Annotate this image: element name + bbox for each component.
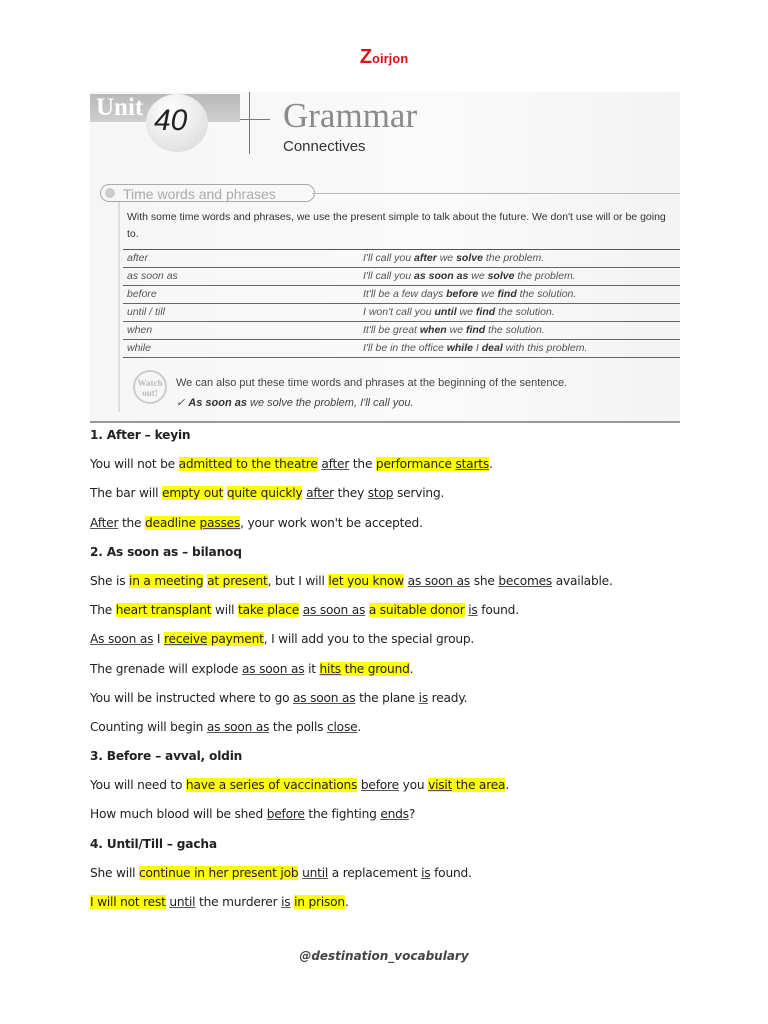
text: will bbox=[211, 603, 239, 618]
highlighted-underlined-word: hits bbox=[319, 661, 341, 676]
sentence bbox=[90, 717, 710, 746]
text: they bbox=[334, 486, 368, 501]
example-sentence bbox=[363, 250, 544, 267]
watch-out-text: We can also put these time words and phrases at the beginning of the sentence. bbox=[176, 377, 568, 389]
underlined-word: After bbox=[90, 515, 119, 530]
example-keyword: after bbox=[414, 252, 437, 264]
highlighted-phrase: heart transplant bbox=[115, 603, 212, 618]
highlighted-phrase: payment bbox=[207, 632, 264, 647]
text: . bbox=[409, 661, 414, 676]
example-text: the problem. bbox=[514, 270, 576, 282]
example-keyword: solve bbox=[456, 252, 483, 264]
time-word: when bbox=[127, 324, 153, 336]
time-word: until / till bbox=[127, 306, 165, 318]
unit-title: Grammar bbox=[283, 96, 418, 135]
example-text: I'll call you bbox=[363, 252, 415, 264]
sentence bbox=[90, 600, 710, 629]
example-text: the problem. bbox=[482, 252, 545, 264]
sentence bbox=[90, 483, 710, 512]
underlined-word: is bbox=[468, 603, 478, 618]
sentence bbox=[90, 629, 710, 658]
highlighted-phrase: let you know bbox=[328, 573, 404, 588]
text: She will bbox=[90, 865, 140, 880]
text: The bbox=[90, 603, 116, 618]
section-heading bbox=[90, 542, 710, 571]
table-row bbox=[123, 268, 680, 286]
divider bbox=[118, 202, 120, 412]
underlined-word: close bbox=[327, 719, 358, 734]
logo bbox=[0, 46, 768, 69]
text: ? bbox=[408, 807, 416, 822]
example-sentences bbox=[90, 425, 710, 921]
text: found. bbox=[430, 865, 472, 880]
unit-label: Unit bbox=[96, 94, 144, 121]
sentence bbox=[90, 513, 710, 542]
text: . bbox=[344, 895, 349, 909]
example-keyword: find bbox=[465, 324, 486, 336]
example-text: we bbox=[478, 288, 498, 300]
example-text: the solution. bbox=[516, 288, 577, 300]
underlined-word: as soon as bbox=[407, 573, 471, 588]
sentence bbox=[90, 863, 710, 892]
example-sentence bbox=[363, 304, 555, 321]
example-bold: As soon as bbox=[188, 397, 247, 409]
example-text: we bbox=[456, 306, 476, 318]
example-keyword: while bbox=[446, 342, 473, 354]
highlighted-phrase: admitted to the theatre bbox=[178, 457, 318, 472]
text: Counting will begin bbox=[90, 719, 207, 734]
underlined-word: is bbox=[421, 865, 431, 880]
underlined-word: as soon as bbox=[293, 690, 356, 705]
text: the fighting bbox=[304, 807, 381, 822]
watch-out-badge: Watch out! bbox=[133, 370, 167, 404]
underlined-word: before bbox=[360, 778, 399, 793]
highlighted-underlined-word: receive bbox=[164, 632, 208, 647]
highlighted-phrase: quite quickly bbox=[226, 486, 303, 501]
highlighted-phrase: deadline bbox=[145, 515, 200, 530]
footer-handle: @destination_vocabulary bbox=[299, 949, 469, 963]
underlined-word: As soon as bbox=[90, 632, 154, 647]
example-text: we bbox=[436, 252, 457, 264]
divider bbox=[240, 119, 270, 120]
highlighted-phrase: I will not rest bbox=[90, 895, 166, 909]
section-heading bbox=[90, 425, 710, 454]
example-text: I'll be in the office bbox=[363, 342, 447, 354]
highlighted-phrase: have a series of vaccinations bbox=[185, 778, 358, 793]
text: , but I will bbox=[267, 573, 329, 588]
underlined-word: becomes bbox=[498, 573, 553, 588]
example-sentence bbox=[363, 286, 576, 303]
text: You will be instructed where to go bbox=[90, 690, 294, 705]
time-word: as soon as bbox=[127, 270, 178, 282]
unit-subtitle: Connectives bbox=[283, 138, 366, 155]
text: I bbox=[153, 632, 164, 647]
underlined-word: until bbox=[302, 865, 329, 880]
highlighted-underlined-word: starts bbox=[455, 457, 489, 472]
example-keyword: deal bbox=[481, 342, 503, 354]
example-text: with this problem. bbox=[502, 342, 588, 354]
table-row bbox=[123, 322, 680, 340]
text: 2. As soon as – bilanoq bbox=[90, 544, 242, 559]
example-keyword: until bbox=[434, 306, 457, 318]
text: found. bbox=[477, 603, 519, 618]
watch-out-example bbox=[176, 396, 414, 409]
example-text: the solution. bbox=[485, 324, 545, 336]
text: , I will add you to the special group. bbox=[263, 632, 475, 647]
check-icon: ✓ bbox=[176, 397, 189, 409]
highlighted-phrase: take place bbox=[238, 603, 300, 618]
sentence bbox=[90, 688, 710, 717]
text: 3. Before – avval, oldin bbox=[90, 749, 243, 764]
example-text: I'll call you bbox=[363, 270, 415, 282]
example-sentence bbox=[363, 322, 545, 339]
table-row bbox=[123, 250, 680, 268]
example-keyword: find bbox=[475, 306, 496, 318]
underlined-word: before bbox=[266, 807, 305, 822]
time-word: while bbox=[127, 342, 151, 354]
logo-initial: Z bbox=[359, 46, 373, 68]
section-heading bbox=[90, 746, 710, 775]
text: the plane bbox=[355, 690, 419, 705]
text: the polls bbox=[269, 719, 327, 734]
text: , your work won't be accepted. bbox=[240, 515, 423, 530]
example-text: I bbox=[472, 342, 482, 354]
text: the bbox=[118, 515, 146, 530]
sentence bbox=[90, 775, 710, 804]
text: The bar will bbox=[90, 486, 163, 501]
example-keyword: when bbox=[419, 324, 447, 336]
section-heading bbox=[90, 834, 710, 863]
text: ready. bbox=[428, 690, 468, 705]
text: She is bbox=[90, 573, 130, 588]
sentence bbox=[90, 892, 710, 921]
underlined-word: after bbox=[306, 486, 334, 501]
text: 4. Until/Till – gacha bbox=[90, 836, 217, 851]
text: 1. After – keyin bbox=[90, 428, 191, 442]
example-sentence bbox=[363, 268, 576, 285]
text: you bbox=[398, 778, 429, 793]
underlined-word: stop bbox=[367, 486, 394, 501]
text: You will need to bbox=[90, 778, 186, 793]
highlighted-phrase: empty out bbox=[162, 486, 224, 501]
table-row bbox=[123, 340, 680, 358]
examples-table bbox=[123, 249, 680, 358]
highlighted-phrase: performance bbox=[375, 457, 456, 472]
highlighted-phrase: a suitable donor bbox=[368, 603, 465, 618]
text: . bbox=[489, 457, 493, 472]
underlined-word: as soon as bbox=[242, 661, 305, 676]
example-text: we bbox=[468, 270, 488, 282]
unit-number: 40 bbox=[154, 104, 188, 137]
time-word: before bbox=[127, 288, 157, 300]
text: available. bbox=[552, 573, 613, 588]
text: a replacement bbox=[328, 865, 422, 880]
sentence bbox=[90, 454, 710, 483]
time-word: after bbox=[127, 252, 149, 264]
example-sentence bbox=[363, 340, 587, 357]
underlined-word: is bbox=[281, 895, 291, 909]
example-text: the solution. bbox=[495, 306, 555, 318]
sentence bbox=[90, 659, 710, 688]
divider bbox=[249, 92, 250, 154]
divider bbox=[312, 193, 680, 194]
text: it bbox=[304, 661, 320, 676]
example-rest: we solve the problem, I'll call you. bbox=[246, 397, 414, 409]
sentence bbox=[90, 804, 710, 833]
example-keyword: before bbox=[446, 288, 479, 300]
example-text: I won't call you bbox=[363, 306, 435, 318]
textbook-scan bbox=[90, 92, 680, 423]
underlined-word: is bbox=[418, 690, 428, 705]
highlighted-phrase: in a meeting bbox=[129, 573, 204, 588]
underlined-word: until bbox=[169, 895, 196, 909]
text: The grenade will explode bbox=[90, 661, 243, 676]
text: the murderer bbox=[195, 895, 282, 909]
table-row bbox=[123, 304, 680, 322]
text: . bbox=[505, 778, 510, 793]
example-text: we bbox=[446, 324, 466, 336]
text: she bbox=[470, 573, 499, 588]
example-keyword: find bbox=[497, 288, 517, 300]
table-row bbox=[123, 286, 680, 304]
highlighted-phrase: the area bbox=[452, 778, 506, 793]
highlighted-underlined-word: passes bbox=[199, 515, 241, 530]
underlined-word: after bbox=[321, 457, 350, 472]
underlined-word: as soon as bbox=[206, 719, 270, 734]
intro-text: With some time words and phrases, we use the present simple to talk about the future. We don't use will or be going to. bbox=[127, 211, 666, 240]
highlighted-underlined-word: visit bbox=[428, 778, 453, 793]
underlined-word: ends bbox=[380, 807, 409, 822]
highlighted-phrase: in prison bbox=[294, 895, 345, 909]
text: the bbox=[349, 457, 376, 472]
example-keyword: as soon as bbox=[414, 270, 469, 282]
logo-text: oirjon bbox=[372, 51, 409, 66]
text: serving. bbox=[393, 486, 445, 501]
section-title: Time words and phrases bbox=[100, 184, 315, 202]
text: How much blood will be shed bbox=[90, 807, 267, 822]
example-text: It'll be a few days bbox=[363, 288, 447, 300]
example-text: It'll be great bbox=[363, 324, 420, 336]
example-keyword: solve bbox=[487, 270, 515, 282]
highlighted-phrase: continue in her present job bbox=[139, 865, 299, 880]
highlighted-phrase: at present bbox=[207, 573, 268, 588]
sentence bbox=[90, 571, 710, 600]
text: You will not be bbox=[90, 457, 179, 472]
text: . bbox=[357, 719, 362, 734]
divider bbox=[90, 421, 680, 423]
highlighted-phrase: the ground bbox=[340, 661, 410, 676]
underlined-word: as soon as bbox=[302, 603, 366, 618]
